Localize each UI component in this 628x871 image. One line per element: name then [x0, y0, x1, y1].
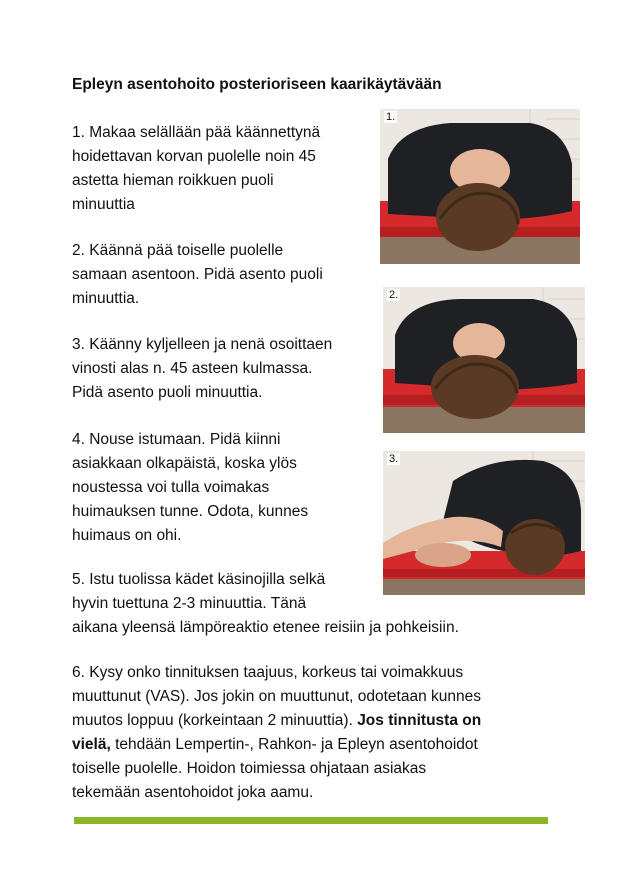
step-1-line: minuuttia [72, 196, 135, 213]
document-title: Epleyn asentohoito posterioriseen kaarikäytävään [72, 76, 442, 93]
step-3-text [72, 333, 332, 405]
step-6-text [72, 661, 481, 805]
step-4-text [72, 428, 308, 548]
photo-step-1-illustration [380, 109, 580, 264]
step-5-line: hyvin tuettuna 2-3 minuuttia. Tänä [72, 595, 307, 612]
step-2-line: samaan asentoon. Pidä asento puoli [72, 266, 323, 283]
step-3-line: 3. Käänny kyljelleen ja nenä osoittaen [72, 336, 333, 353]
step-6-bold-text: Jos tinnitusta on [357, 712, 482, 729]
photo-step-3-illustration [383, 451, 585, 595]
step-5-line: aikana yleensä lämpöreaktio etenee reisiin ja pohkeisiin. [72, 619, 459, 636]
step-2-line: minuuttia. [72, 290, 140, 307]
step-4-line: asiakkaan olkapäistä, koska ylös [72, 455, 297, 472]
step-6-line: muuttunut (VAS). Jos jokin on muuttunut, odotetaan kunnes [72, 688, 481, 705]
step-4-line: noustessa voi tulla voimakas [72, 479, 270, 496]
step-6-line [72, 709, 481, 733]
step-4-line: 4. Nouse istumaan. Pidä kiinni [72, 431, 281, 448]
step-2-text [72, 239, 323, 311]
footer-divider [74, 817, 548, 824]
step-6-normal-text: tehdään Lempertin-, Rahkon- ja Epleyn asentohoidot [110, 736, 478, 753]
step-6-line: tekemään asentohoidot joka aamu. [72, 784, 314, 801]
step-4-line: huimaus on ohi. [72, 527, 182, 544]
step-1-text [72, 121, 320, 217]
step-1-line: hoidettavan korvan puolelle noin 45 [72, 148, 316, 165]
photo-2-label: 2. [389, 289, 399, 301]
step-6-line: 6. Kysy onko tinnituksen taajuus, korkeus tai voimakkuus [72, 664, 464, 681]
photo-step-3 [383, 451, 585, 595]
photo-step-2 [383, 287, 585, 433]
step-6-line: toiselle puolelle. Hoidon toimiessa ohjataan asiakas [72, 760, 427, 777]
step-1-line: 1. Makaa selällään pää käännettynä [72, 124, 321, 141]
step-5-line: 5. Istu tuolissa kädet käsinojilla selkä [72, 571, 326, 588]
photo-3-label: 3. [389, 453, 399, 465]
step-3-line: Pidä asento puoli minuuttia. [72, 384, 263, 401]
photo-1-label: 1. [386, 111, 396, 123]
photo-step-1 [380, 109, 580, 264]
step-2-line: 2. Käännä pää toiselle puolelle [72, 242, 284, 259]
step-6-bold-text: vielä, [72, 736, 111, 753]
step-4-line: huimauksen tunne. Odota, kunnes [72, 503, 309, 520]
step-6-line [72, 733, 481, 757]
step-6-normal-text: muutos loppuu (korkeintaan 2 minuuttia). [72, 712, 358, 729]
step-1-line: astetta hieman roikkuen puoli [72, 172, 274, 189]
photo-step-2-illustration [383, 287, 585, 433]
step-3-line: vinosti alas n. 45 asteen kulmassa. [72, 360, 313, 377]
